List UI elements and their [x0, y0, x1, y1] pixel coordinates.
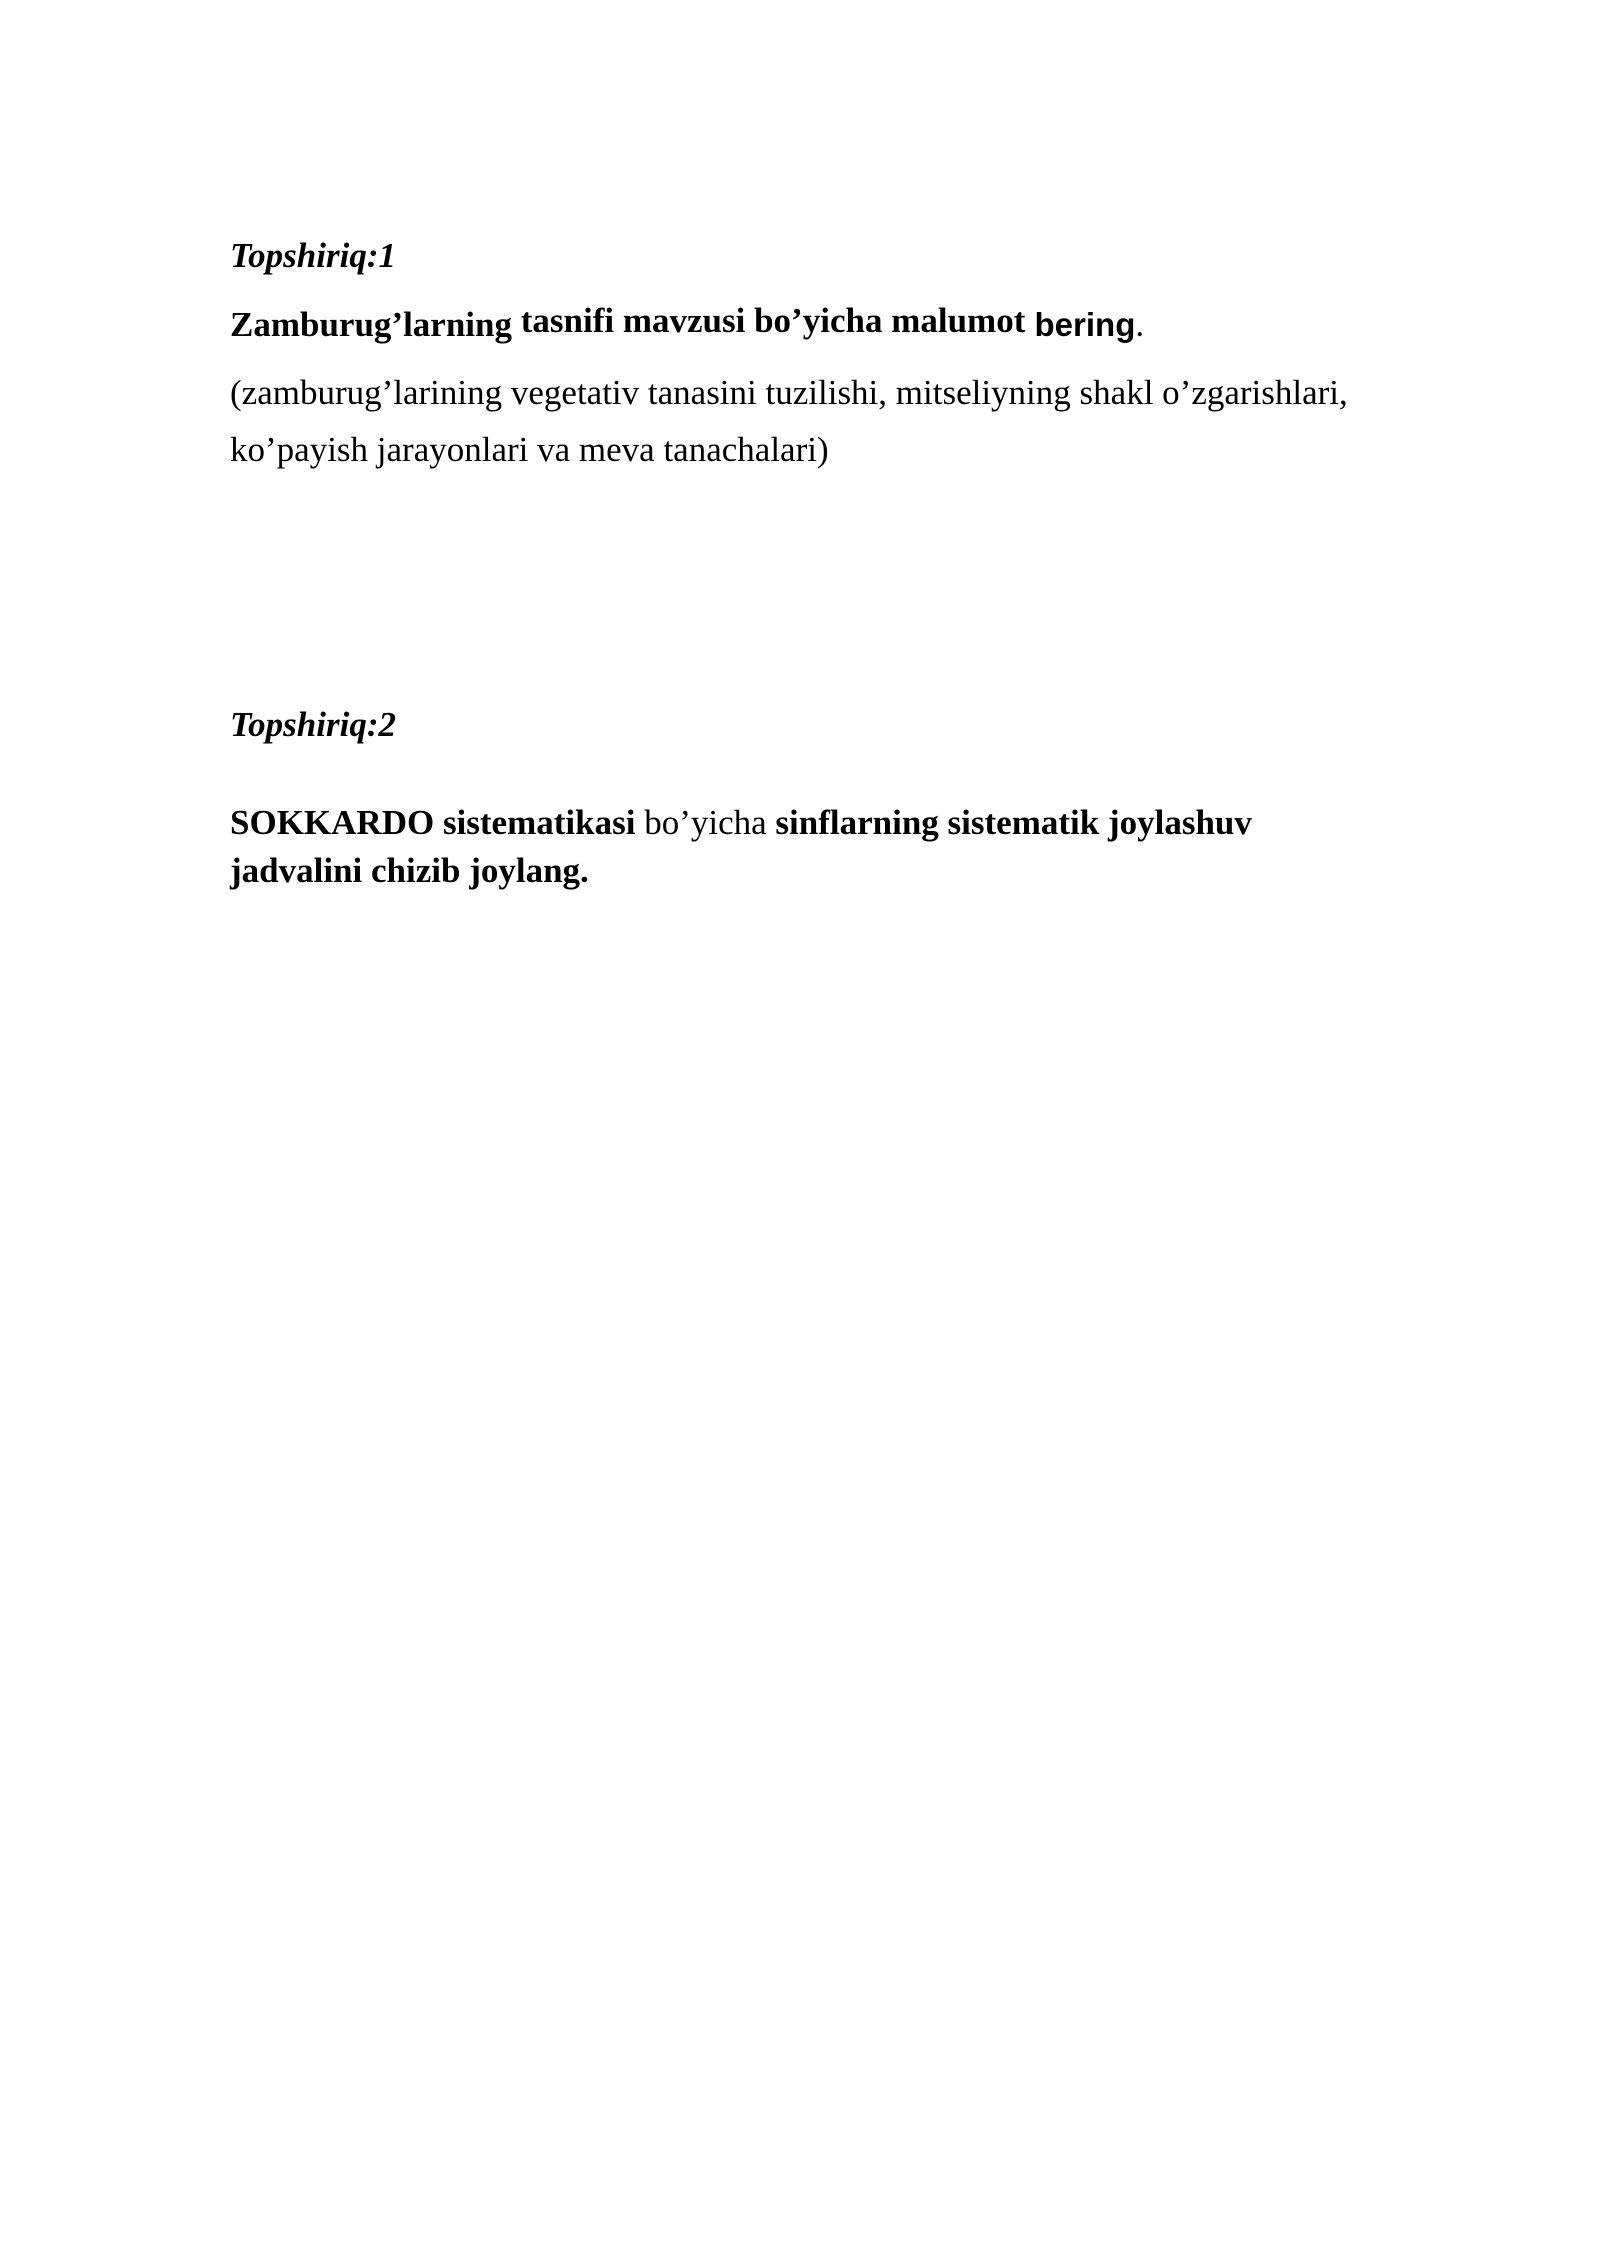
task1-description-line2: ko’payish jarayonlari va meva tanachalari) [230, 430, 829, 469]
task1-heading: Topshiriq:1 [230, 236, 396, 275]
task1-title-part2: tasnifi mavzusi bo’yicha malumot [512, 301, 1026, 340]
task1-description-line1: (zamburug’larining vegetativ tanasini tuzilishi, mitseliyning shakl o’zgarishlari, [230, 373, 1348, 412]
task2-heading: Topshiriq:2 [230, 705, 396, 744]
task1-title-part4: . [1135, 305, 1145, 344]
task1-title-part3: bering [1025, 306, 1136, 343]
task1-title-part1: Zamburug’larning [230, 305, 512, 344]
task2-text-part2: bo’yicha [635, 803, 776, 842]
task1-description [230, 364, 1530, 478]
task2-text [230, 799, 1530, 895]
task2-text-part3: sinflarning sistematik joylashuv [775, 803, 1252, 842]
task2-text-part1: SOKKARDO sistematikasi [230, 803, 636, 842]
task2-text-line2: jadvalini chizib joylang. [230, 851, 589, 890]
task1-title [230, 301, 1530, 345]
